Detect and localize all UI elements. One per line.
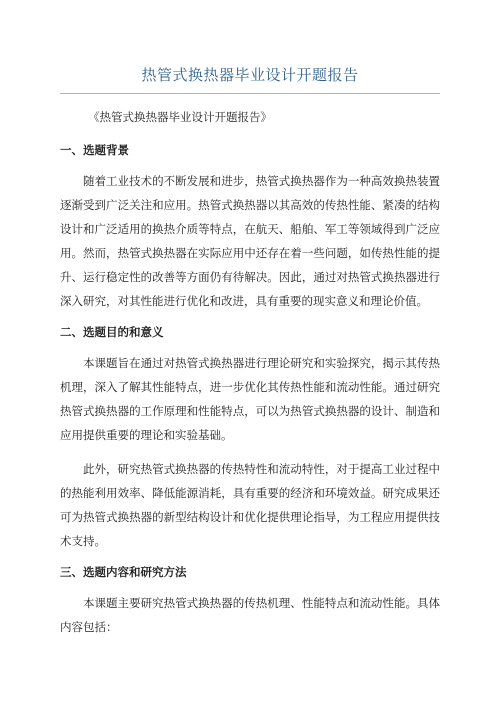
paragraph-purpose-1: 本课题旨在通过对热管式换热器进行理论研究和实验探究，揭示其传热机理，深入了解其性能特点，进一步优化其传热性能和流动性能。通过研究热管式换热器的工作原理和性能特点，可以为热管式换热器的设计、制造和应用提供重要的理论和实验基础。 <box>60 356 440 442</box>
document-title: 热管式换热器毕业设计开题报告 <box>141 66 359 84</box>
section-heading-background: 一、选题背景 <box>60 143 129 157</box>
paragraph-background: 随着工业技术的不断发展和进步，热管式换热器作为一种高效换热装置逐渐受到广泛关注和应用。热管式换热器以其高效的传热性能、紧凑的结构设计和广泛适用的换热介质等特点，在航天、船舶、军工等领域得到广泛应用。然而，热管式换热器在实际应用中还存在着一些问题，如传热性能的提升、运行稳定性的改善等方面仍有待解决。因此，通过对热管式换热器进行深入研究，对其性能进行优化和改进，具有重要的现实意义和理论价值。 <box>60 174 440 308</box>
document-subtitle: 《热管式换热器毕业设计开题报告》 <box>88 110 272 124</box>
section-heading-content-methods: 三、选题内容和研究方法 <box>60 565 187 579</box>
paragraph-content-methods: 本课题主要研究热管式换热器的传热机理、性能特点和流动性能。具体内容包括： <box>60 596 440 634</box>
title-divider <box>60 93 440 94</box>
paragraph-purpose-2: 此外，研究热管式换热器的传热特性和流动特性，对于提高工业过程中的热能利用效率、降低能源消耗，具有重要的经济和环境效益。研究成果还可为热管式换热器的新型结构设计和优化提供理论指导，为工程应用提供技术支持。 <box>60 462 440 548</box>
section-heading-purpose: 二、选题目的和意义 <box>60 325 164 339</box>
